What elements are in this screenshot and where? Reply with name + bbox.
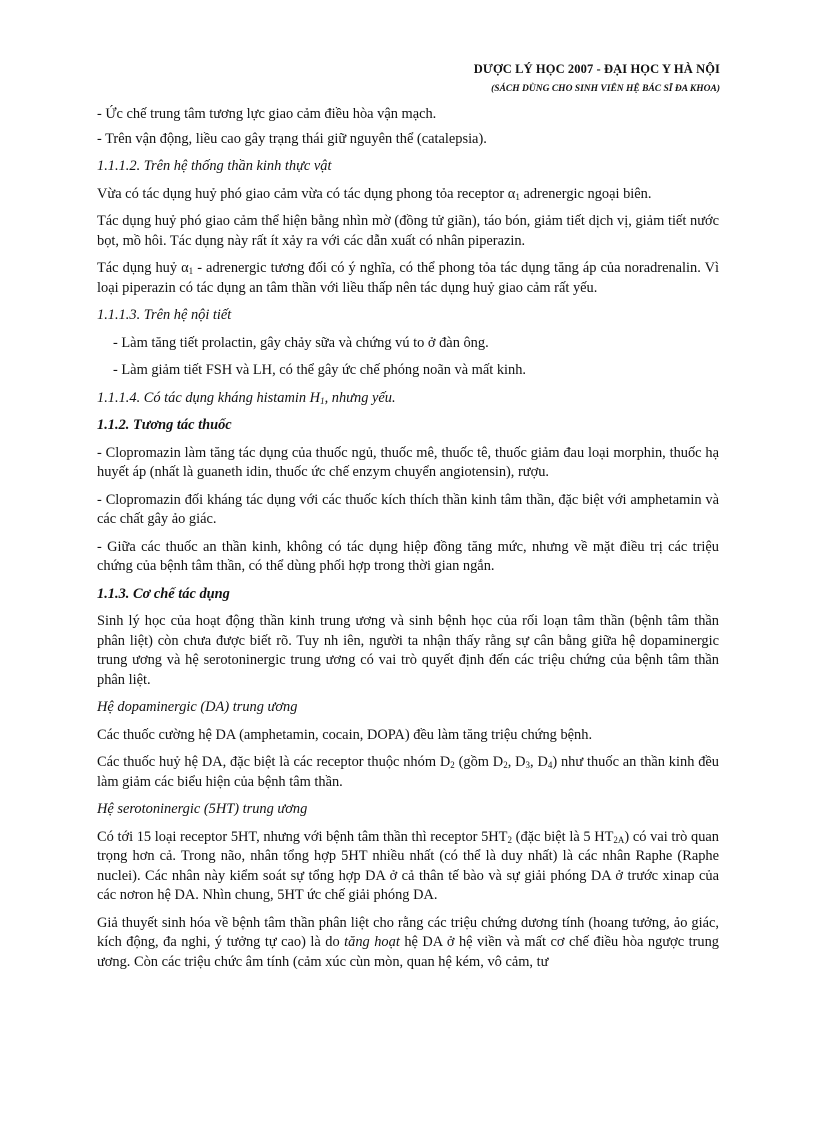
paragraph: - Trên vận động, liều cao gây trạng thái giữ nguyên thể (catalepsia). <box>97 130 487 147</box>
subsection-heading: Hệ serotoninergic (5HT) trung ương <box>97 801 308 817</box>
section-heading: 1.1.3. Cơ chế tác dụng <box>97 585 230 602</box>
paragraph: - Giữa các thuốc an thần kinh, không có tác dụng hiệp đồng tăng mức, nhưng về mặt điều trị các triệu chứng của bệnh tâm thần, có thể dùng phối hợp trong thời gian ngắn. <box>97 538 719 574</box>
paragraph: Vừa có tác dụng huỷ phó giao cảm vừa có tác dụng phong tỏa receptor $\alpha_1$ adrenergic ngoại biên. <box>97 185 652 202</box>
paragraph: - Clopromazin làm tăng tác dụng của thuốc ngủ, thuốc mê, thuốc tê, thuốc giảm đau loại morphin, thuốc hạ huyết áp (nhất là guaneth idin, thuốc ức chế enzym chuyển angiotensin), rượu. <box>97 444 719 480</box>
subsection-heading: Hệ dopaminergic (DA) trung ương <box>97 699 298 715</box>
section-heading: 1.1.2. Tương tác thuốc <box>97 417 232 433</box>
paragraph: Tác dụng huỷ $\alpha_1$ - adrenergic tương đối có ý nghĩa, có thể phong tỏa tác dụng tăng áp của noradrenalin. Vì loại piperazin có tác dụng an tâm thần với liều thấp nên tác dụng huỷ giao cảm rất yếu. <box>97 260 720 296</box>
paragraph: - Ức chế trung tâm tương lực giao cảm điều hòa vận mạch. <box>97 106 437 122</box>
paragraph: Tác dụng huỷ phó giao cảm thể hiện bằng nhìn mờ (đồng tử giãn), táo bón, giảm tiết dịch vị, giảm tiết nước bọt, mồ hôi. Tác dụng này rất ít xảy ra với các dẫn xuất có nhân piperazin. <box>97 213 719 249</box>
paragraph: Sinh lý học của hoạt động thần kinh trung ương và sinh bệnh học của rối loạn tâm thần (bệnh tâm thần phân liệt) còn chưa được biết rõ. Tuy nh iên, người ta nhận thấy rằng sự cân bằng giữa hệ dopaminergic trung ương và hệ serotoninergic trung ương có vai trò quyết định đến các triệu chứng của bệnh tâm thần phân liệt. <box>97 613 719 688</box>
paragraph: Các thuốc huỷ hệ DA, đặc biệt là các receptor thuộc nhóm $D_2$ (gồm $D_2$, $D_3$, $D_4$) như thuốc an thần kinh đều làm giảm các biểu hiện của bệnh tâm thần. <box>97 754 720 790</box>
paragraph: - Làm tăng tiết prolactin, gây chảy sữa và chứng vú to ở đàn ông. <box>113 334 489 351</box>
paragraph: - Làm giảm tiết FSH và LH, có thể gây ức chế phóng noãn và mất kinh. <box>113 362 527 378</box>
running-header <box>474 62 720 94</box>
header-subtitle: (SÁCH DÙNG CHO SINH VIÊN HỆ BÁC SĨ ĐA KHOA) <box>491 84 720 94</box>
paragraph: - Clopromazin đối kháng tác dụng với các thuốc kích thích thần kinh tâm thần, đặc biệt với amphetamin và các chất gây ảo giác. <box>97 491 719 527</box>
subsection-heading: 1.1.1.3. Trên hệ nội tiết <box>97 307 232 323</box>
header-title: DƯỢC LÝ HỌC 2007 - ĐẠI HỌC Y HÀ NỘI <box>473 62 720 76</box>
page-body <box>97 105 719 972</box>
paragraph: Có tới 15 loại receptor 5HT, nhưng với bệnh tâm thần thì receptor $5HT_2$ (đặc biệt là 5 $HT_{2A}$) có vai trò quan trọng hơn cả. Trong não, nhân tổng hợp 5HT nhiều nhất (có thể là duy nhất) là các nhân Raphe (Raphe nuclei). Các nhân này kiểm soát sự tổng hợp DA ở cả thân tế bào và sự giải phóng DA ở trước xinap của các nơron hệ DA. Nhìn chung, 5HT ức chế giải phóng DA. <box>97 828 719 903</box>
paragraph: Giả thuyết sinh hóa về bệnh tâm thần phân liệt cho rằng các triệu chứng dương tính (hoang tưởng, ảo giác, kích động, đa nghi, ý tưởng tự cao) là do tăng hoạt hệ DA ở hệ viền và mất cơ chế điều hòa ngược trung ương. Còn các triệu chức âm tính (cảm xúc cùn mòn, quan hệ kém, vô cảm, tư <box>97 914 719 970</box>
paragraph: Các thuốc cường hệ DA (amphetamin, cocain, DOPA) đều làm tăng triệu chứng bệnh. <box>97 726 593 743</box>
subsection-heading: 1.1.1.2. Trên hệ thống thần kinh thực vật <box>97 158 332 174</box>
subsection-heading: 1.1.1.4. Có tác dụng kháng histamin $H_1$, nhưng yếu. <box>97 389 396 406</box>
